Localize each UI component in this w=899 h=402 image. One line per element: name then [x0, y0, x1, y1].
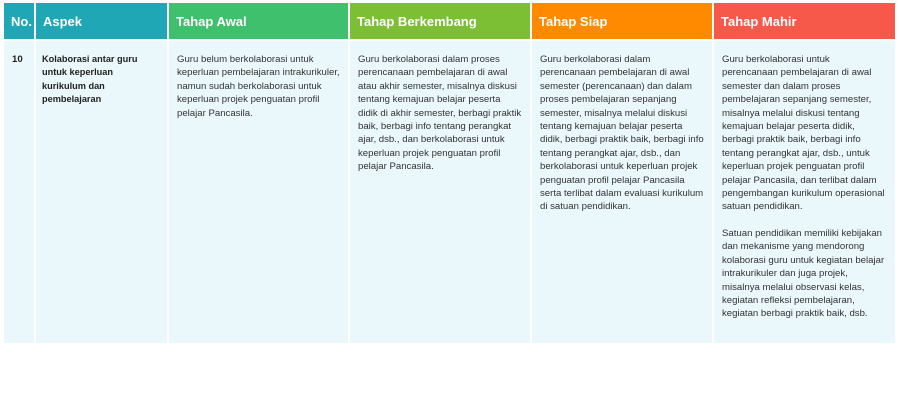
- rubric-table: [4, 3, 895, 343]
- header-tahap-berkembang: Tahap Berkembang: [350, 3, 532, 39]
- row-tahap-berkembang: Guru berkolaborasi dalam proses perencanaan pembelajaran di awal atau akhir semester, misalnya diskusi tentang kemajuan belajar peserta didik di akhir semester, berbagi praktik baik, berbagi info tentang perangkat ajar, dsb., dan berkolaborasi untuk keperluan projek penguatan profil pelajar Pancasila.: [350, 41, 532, 343]
- row-aspek: Kolaborasi antar guru untuk keperluan kurikulum dan pembelajaran: [36, 41, 169, 343]
- header-tahap-awal: Tahap Awal: [169, 3, 350, 39]
- header-aspek: Aspek: [36, 3, 169, 39]
- row-tahap-mahir-paragraph-1: Guru berkolaborasi untuk perencanaan pembelajaran di awal semester dan dalam proses pembelajaran sepanjang semester, misalnya melalui diskusi tentang kemajuan belajar peserta didik, berbagi praktik baik, berbagi info tentang perangkat ajar, dsb., untuk keperluan projek penguatan profil pelajar Pancasila, dan terlibat dalam pengembangan kurikulum operasional satuan pendidikan.: [722, 54, 885, 213]
- row-tahap-siap: Guru berkolaborasi dalam perencanaan pembelajaran di awal semester (perencanaan) dan dalam proses pembelajaran sepanjang semester, misalnya melalui diskusi tentang kemajuan belajar peserta didik, berbagi praktik baik, berbagi info tentang perangkat ajar, dsb., dan berkolaborasi untuk keperluan projek penguatan profil pelajar Pancasila serta terlibat dalam evaluasi kurikulum di satuan pendidikan.: [532, 41, 714, 343]
- header-tahap-mahir: Tahap Mahir: [714, 3, 895, 39]
- header-no: No.: [4, 3, 36, 39]
- row-tahap-mahir: [714, 41, 895, 343]
- header-row: [4, 3, 895, 39]
- row-number: 10: [4, 41, 36, 343]
- table-row: [4, 41, 895, 343]
- row-tahap-mahir-paragraph-2: Satuan pendidikan memiliki kebijakan dan mekanisme yang mendorong kolaborasi guru untuk kegiatan belajar intrakurikuler dan juga projek, misalnya melalui observasi kelas, kegiatan refleksi pembelajaran, kegiatan berbagi praktik baik, dsb.: [722, 227, 885, 320]
- row-tahap-awal: Guru belum berkolaborasi untuk keperluan pembelajaran intrakurikuler, namun sudah berkolaborasi untuk keperluan projek penguatan profil pelajar Pancasila.: [169, 41, 350, 343]
- header-tahap-siap: Tahap Siap: [532, 3, 714, 39]
